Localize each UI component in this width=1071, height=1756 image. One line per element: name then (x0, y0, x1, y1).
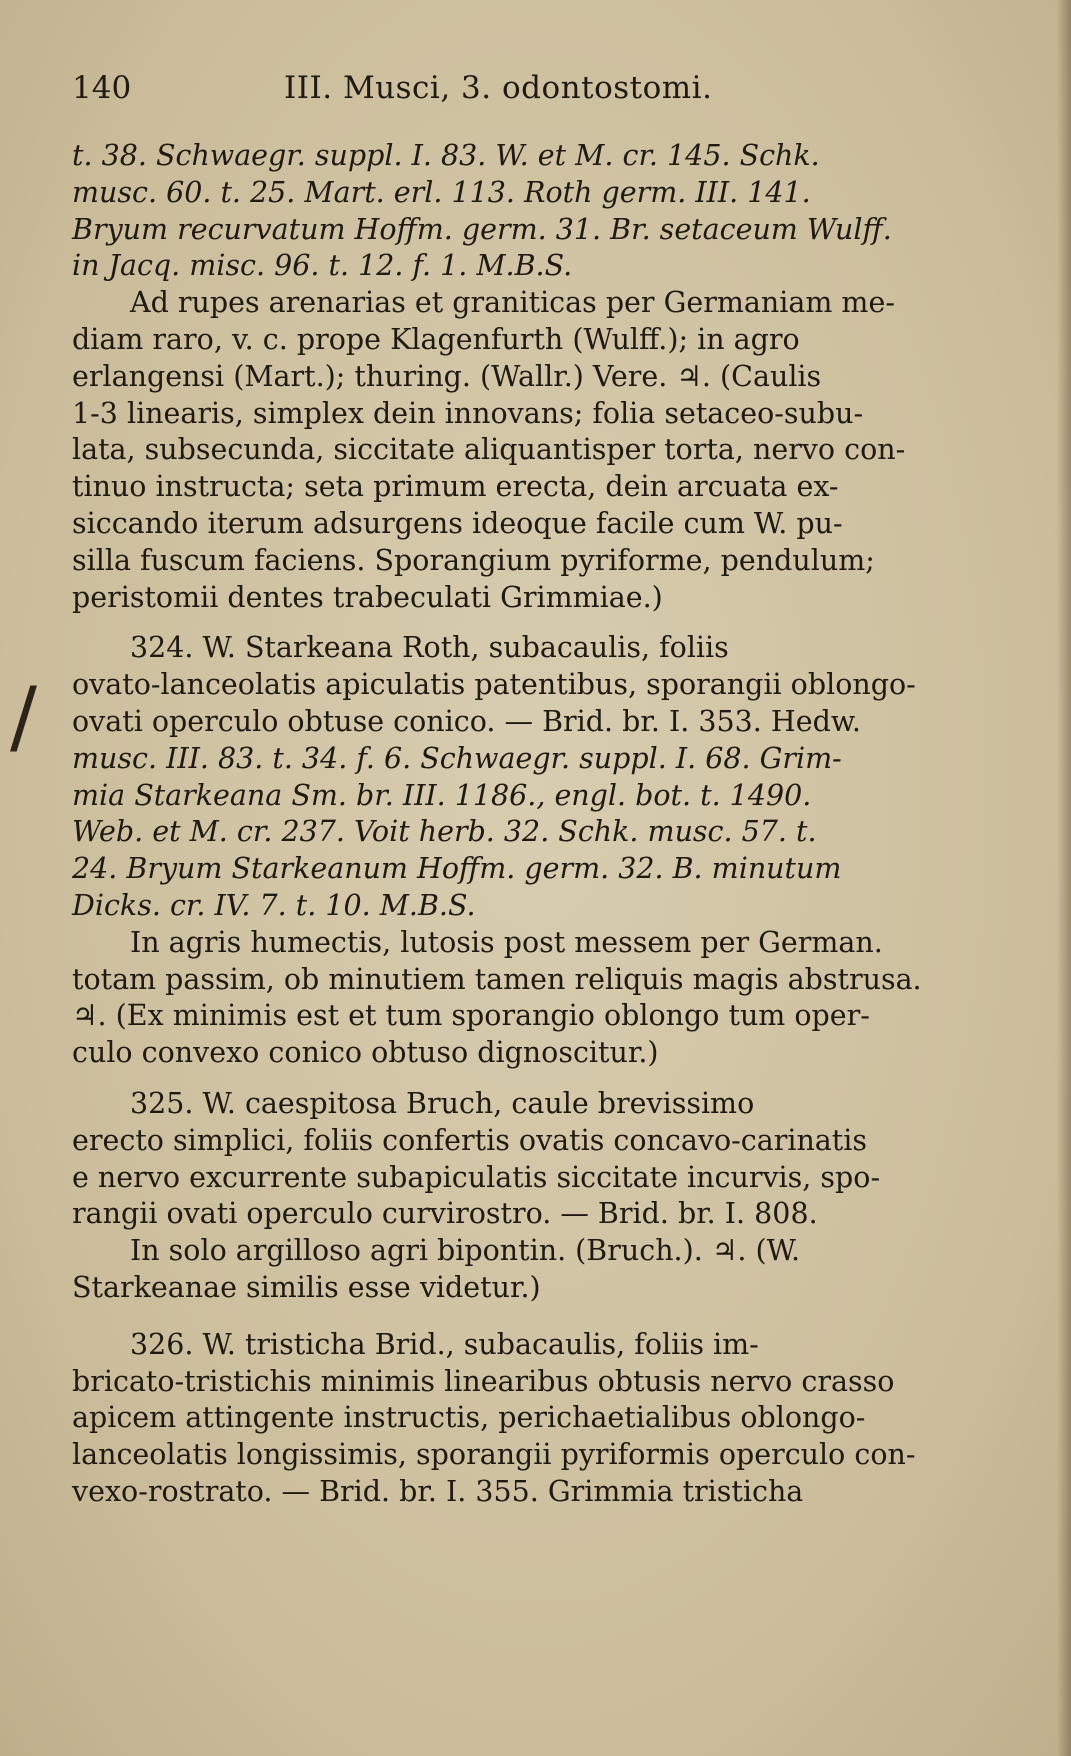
text-line: Dicks. cr. IV. 7. t. 10. M.B.S. (72, 888, 476, 922)
margin-pencil-mark: / (10, 670, 37, 763)
text-line: culo convexo conico obtuso dignoscitur.) (72, 1036, 659, 1070)
text-line: apicem attingente instructis, perichaetialibus oblongo- (72, 1401, 866, 1435)
text-line: Starkeanae similis esse videtur.) (72, 1270, 541, 1304)
text-line: musc. 60. t. 25. Mart. erl. 113. Roth germ. III. 141. (72, 175, 811, 209)
text-line: 24. Bryum Starkeanum Hoffm. germ. 32. B. minutum (72, 852, 842, 886)
text-line: musc. III. 83. t. 34. f. 6. Schwaegr. suppl. I. 68. Grim- (72, 741, 842, 775)
text-line: mia Starkeana Sm. br. III. 1186., engl. bot. t. 1490. (72, 778, 812, 812)
text-line: erlangensi (Mart.); thuring. (Wallr.) Vere. ♃. (Caulis (72, 359, 822, 393)
body-text (72, 138, 1000, 1511)
text-line: rangii ovati operculo curvirostro. — Brid. br. I. 808. (72, 1197, 818, 1231)
text-line: totam passim, ob minutiem tamen reliquis magis abstrusa. (72, 962, 922, 996)
species-heading-line: 326. W. tristicha Brid., subacaulis, foliis im- (130, 1327, 759, 1361)
text-line: In solo argilloso agri bipontin. (Bruch.). ♃. (W. (130, 1234, 801, 1268)
text-line: vexo-rostrato. — Brid. br. I. 355. Grimmia tristicha (72, 1474, 804, 1508)
text-line: lata, subsecunda, siccitate aliquantisper torta, nervo con- (72, 433, 906, 467)
running-title: III. Musci, 3. odontostomi. (284, 70, 713, 106)
paragraph-gap (72, 1072, 1000, 1086)
text-line: Bryum recurvatum Hoffm. germ. 31. Br. setaceum Wulff. (72, 212, 892, 246)
text-line: erecto simplici, foliis confertis ovatis concavo-carinatis (72, 1123, 867, 1157)
paragraph-gap (72, 1307, 1000, 1327)
text-line: tinuo instructa; seta primum erecta, dein arcuata ex- (72, 470, 839, 504)
page-number: 140 (72, 70, 132, 106)
text-line: in Jacq. misc. 96. t. 12. f. 1. M.B.S. (72, 249, 573, 283)
text-line: bricato-tristichis minimis linearibus obtusis nervo crasso (72, 1364, 895, 1398)
page-edge-shadow (1057, 0, 1071, 1756)
text-line: peristomii dentes trabeculati Grimmiae.) (72, 580, 663, 614)
text-line: Web. et M. cr. 237. Voit herb. 32. Schk. musc. 57. t. (72, 815, 817, 849)
text-line: t. 38. Schwaegr. suppl. I. 83. W. et M. cr. 145. Schk. (72, 139, 820, 172)
text-line: siccando iterum adsurgens ideoque facile cum W. pu- (72, 506, 843, 540)
text-line: diam raro, v. c. prope Klagenfurth (Wulff.); in agro (72, 322, 800, 356)
species-heading-line: 325. W. caespitosa Bruch, caule brevissimo (130, 1086, 755, 1120)
text-line: In agris humectis, lutosis post messem per German. (130, 925, 883, 959)
paragraph-gap (72, 616, 1000, 630)
text-line: ovati operculo obtuse conico. — Brid. br. I. 353. Hedw. (72, 704, 861, 738)
page-header (72, 70, 772, 106)
text-line: ovato-lanceolatis apiculatis patentibus, sporangii oblongo- (72, 668, 916, 702)
text-line: lanceolatis longissimis, sporangii pyriformis operculo con- (72, 1438, 916, 1472)
species-heading-line: 324. W. Starkeana Roth, subacaulis, foliis (130, 631, 729, 665)
text-line: Ad rupes arenarias et graniticas per Germaniam me- (130, 286, 895, 320)
text-line: e nervo excurrente subapiculatis siccitate incurvis, spo- (72, 1160, 881, 1194)
text-line: silla fuscum faciens. Sporangium pyriforme, pendulum; (72, 543, 875, 577)
text-line: 1-3 linearis, simplex dein innovans; folia setaceo-subu- (72, 396, 864, 430)
text-line: ♃. (Ex minimis est et tum sporangio oblongo tum oper- (72, 999, 870, 1033)
